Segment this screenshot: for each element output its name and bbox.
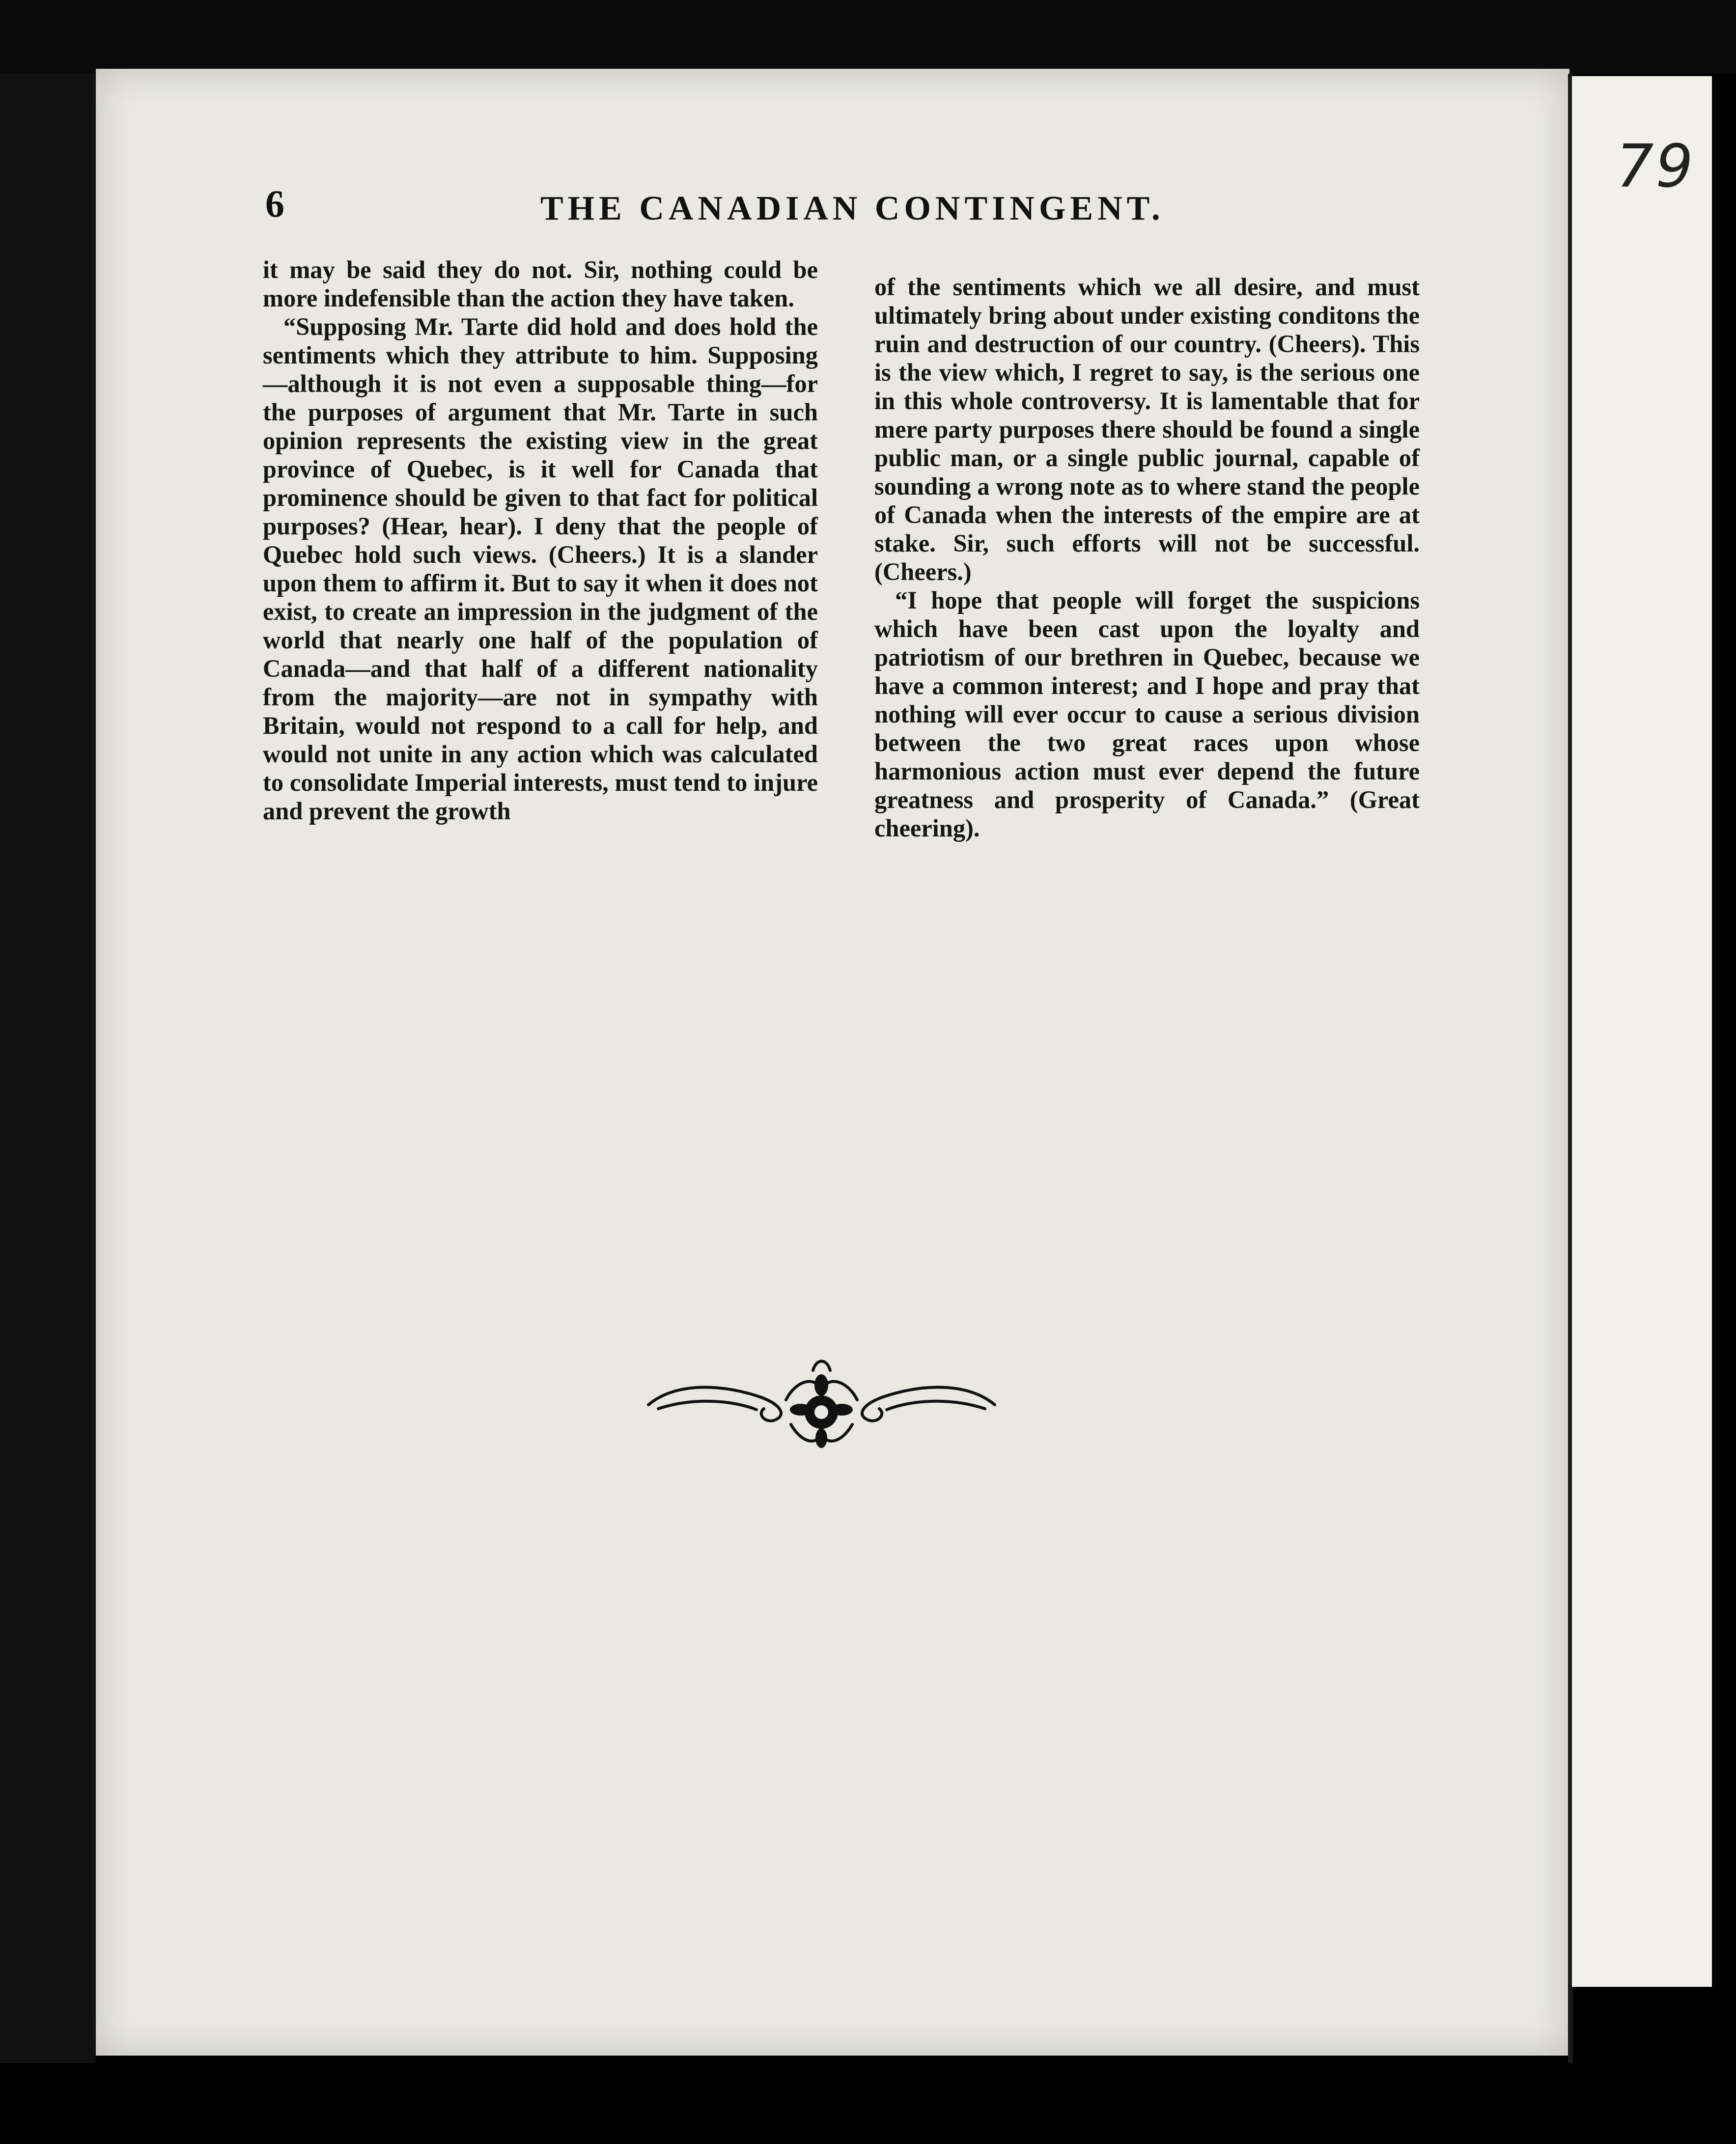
adjacent-page-edge	[1572, 76, 1712, 1987]
scan-border-top	[0, 0, 1736, 74]
paragraph: “I hope that people will forget the suspicions which have been cast upon the loyalty and patriotism of our brethren in Quebec, because we have a common interest; and I hope and pray that nothing will ever occur to cause a serious division between the two great races upon whose harmonious action must ever depend the future greatness and prosperity of Canada.” (Great cheering).	[874, 586, 1420, 842]
handwritten-folio-number: 79	[1616, 133, 1695, 201]
paragraph: of the sentiments which we all desire, and must ultimately bring about under existing conditons the ruin and destruction of our country. (Cheers). This is the view which, I regret to say, is the serious one in this whole controversy. It is lamentable that for mere party purposes there should be found a single public man, or a single public journal, capable of sounding a wrong note as to where stand the people of Canada when the interests of the empire are at stake. Sir, such efforts will not be successful. (Cheers.)	[874, 273, 1420, 585]
paragraph: “Supposing Mr. Tarte did hold and does hold the sentiments which they attribute to him. Supposing—although it is not even a supposable thing—for the purposes of argument that Mr. Tarte in such opinion represents the existing view in the great province of Quebec, is it well for Canada that prominence should be given to that fact for political purposes? (Hear, hear). I deny that the people of Quebec hold such views. (Cheers.) It is a slander upon them to affirm it. But to say it when it does not exist, to create an impression in the judgment of the world that nearly one half of the population of Canada—and that half of a different nationality from the majority—are not in sympathy with Britain, would not respond to a call for help, and would not unite in any action which was calculated to consolidate Imperial interests, must tend to injure and prevent the growth	[263, 313, 818, 825]
left-column	[263, 255, 818, 825]
right-column	[874, 273, 1420, 842]
scan-border-left	[0, 74, 96, 2063]
page-number: 6	[265, 182, 284, 225]
floral-ornament-icon	[639, 1351, 1005, 1454]
paragraph: it may be said they do not. Sir, nothing could be more indefensible than the action they have taken.	[263, 256, 818, 312]
running-title: THE CANADIAN CONTINGENT.	[540, 190, 1165, 227]
